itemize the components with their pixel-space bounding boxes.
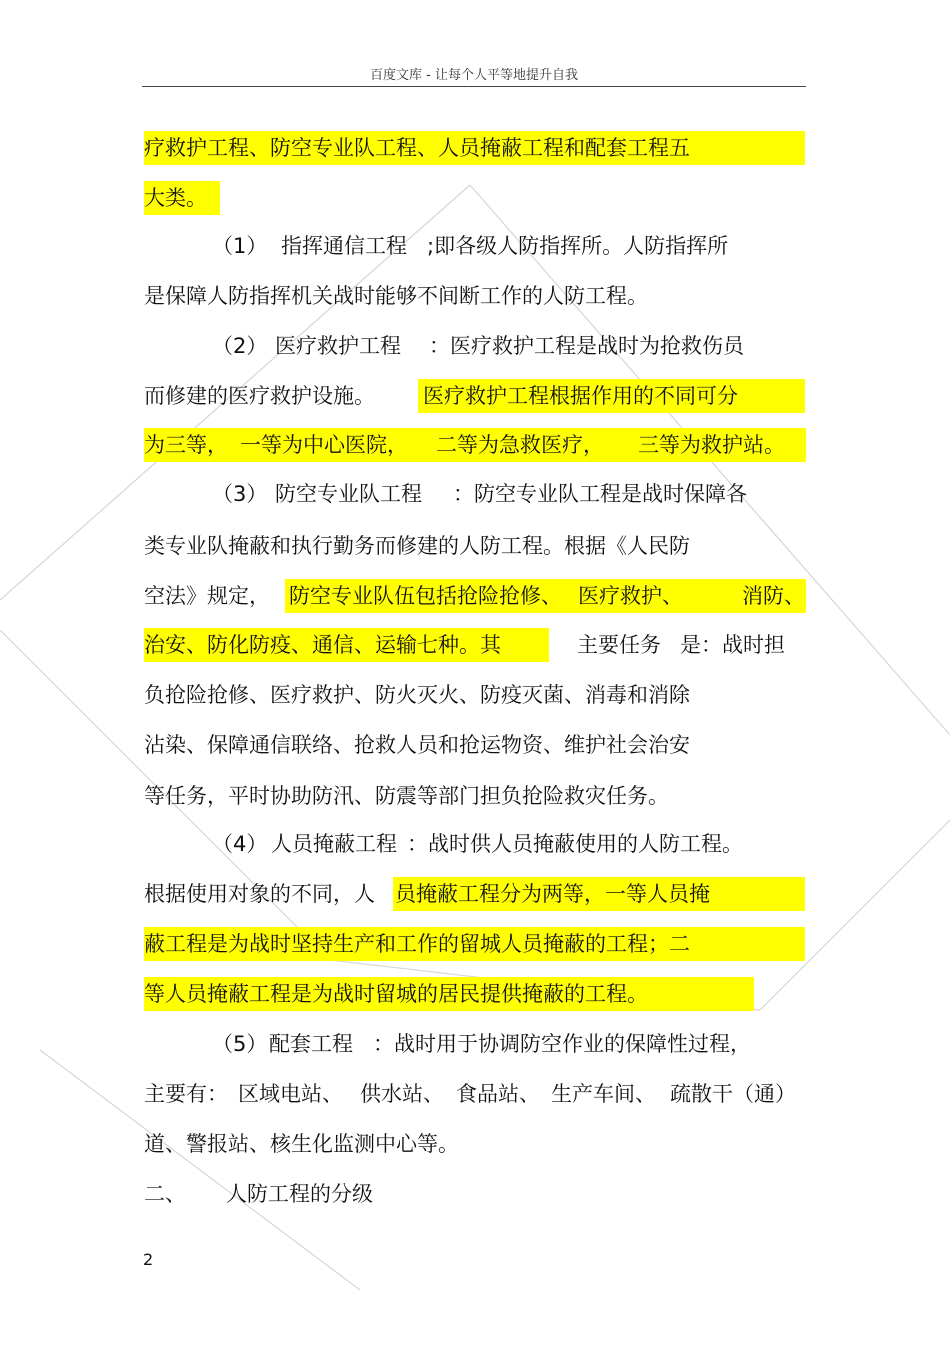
text-segment: 疏散干（通） — [670, 1082, 796, 1106]
text-segment: 根据使用对象的不同，人 — [144, 882, 375, 906]
text-line — [144, 477, 809, 511]
text-segment: 蔽工程是为战时坚持生产和工作的留城人员掩蔽的工程；二 — [144, 932, 690, 956]
text-segment: （1） — [212, 234, 268, 258]
text-segment: 消防、 — [742, 584, 805, 608]
text-segment: 而修建的医疗救护设施。 — [144, 384, 375, 408]
text-line — [144, 579, 809, 613]
text-segment: 是保障人防指挥机关战时能够不间断工作的人防工程。 — [144, 284, 648, 308]
text-segment: 是：战时担 — [680, 633, 785, 657]
text-segment: （5） — [212, 1032, 268, 1056]
text-line — [144, 877, 809, 911]
text-segment: ：防空专业队工程是战时保障各 — [453, 482, 747, 506]
text-line — [144, 329, 809, 363]
text-segment: 治安、防化防疫、通信、运输七种。其 — [144, 633, 501, 657]
text-segment: 三等为救护站。 — [638, 433, 785, 457]
text-line — [144, 678, 809, 712]
text-segment: （3） — [212, 482, 268, 506]
text-segment: 类专业队掩蔽和执行勤务而修建的人防工程。根据《人民防 — [144, 534, 690, 558]
text-segment: 防空专业队伍包括抢险抢修、 — [289, 584, 562, 608]
text-segment: 人员掩蔽工程 — [271, 832, 397, 856]
text-line — [144, 779, 809, 813]
text-line — [144, 927, 809, 961]
text-segment: 生产车间、 — [551, 1082, 656, 1106]
text-segment: 道、警报站、核生化监测中心等。 — [144, 1132, 459, 1156]
page-number: 2 — [143, 1250, 154, 1269]
text-segment: 人防工程的分级 — [226, 1182, 373, 1206]
text-segment: 医疗救护工程根据作用的不同可分 — [423, 384, 738, 408]
text-segment: 沾染、保障通信联络、抢救人员和抢运物资、维护社会治安 — [144, 733, 690, 757]
text-segment: 疗救护工程、防空专业队工程、人员掩蔽工程和配套工程五 — [144, 136, 690, 160]
text-segment: 负抢险抢修、医疗救护、防火灭火、防疫灭菌、消毒和消除 — [144, 683, 690, 707]
text-segment: 医疗救护工程 — [275, 334, 401, 358]
text-line — [144, 1177, 809, 1211]
text-line — [144, 529, 809, 563]
text-line — [144, 827, 809, 861]
text-segment: 二等为急救医疗， — [436, 433, 604, 457]
text-segment: 员掩蔽工程分为两等，一等人员掩 — [395, 882, 710, 906]
text-line — [144, 379, 809, 413]
text-segment: 一等为中心医院， — [240, 433, 408, 457]
text-line — [144, 728, 809, 762]
text-segment: 主要有： — [144, 1082, 228, 1106]
text-segment: ：战时用于协调防空作业的保障性过程， — [373, 1032, 751, 1056]
text-line — [144, 628, 809, 662]
text-line — [144, 279, 809, 313]
page-header: 百度文库 - 让每个人平等地提升自我 — [370, 68, 578, 83]
text-segment: ;即各级人防指挥所。人防指挥所 — [427, 234, 729, 258]
text-segment: 等人员掩蔽工程是为战时留城的居民提供掩蔽的工程。 — [144, 982, 648, 1006]
text-segment: 配套工程 — [269, 1032, 353, 1056]
text-line — [144, 1077, 809, 1111]
text-line — [144, 1027, 809, 1061]
text-segment: 食品站、 — [456, 1082, 540, 1106]
text-line — [144, 1127, 809, 1161]
text-line — [144, 181, 809, 215]
text-segment: 大类。 — [144, 186, 207, 210]
text-segment: 防空专业队工程 — [275, 482, 422, 506]
text-segment: （2） — [212, 334, 268, 358]
text-segment: 指挥通信工程 — [281, 234, 407, 258]
text-line — [144, 428, 809, 462]
text-segment: 区域电站、 — [238, 1082, 343, 1106]
text-segment: 空法》规定， — [144, 584, 270, 608]
text-segment: ：医疗救护工程是战时为抢救伤员 — [429, 334, 744, 358]
text-segment: 主要任务 — [577, 633, 661, 657]
text-line — [144, 977, 809, 1011]
text-segment: （4） — [212, 832, 268, 856]
text-line — [144, 131, 809, 165]
text-segment: 为三等， — [144, 433, 228, 457]
text-segment: 二、 — [144, 1182, 186, 1206]
text-segment: 等任务，平时协助防汛、防震等部门担负抢险救灾任务。 — [144, 784, 669, 808]
text-segment: ：战时供人员掩蔽使用的人防工程。 — [407, 832, 743, 856]
text-segment: 医疗救护、 — [578, 584, 683, 608]
text-line — [144, 229, 809, 263]
header-rule — [142, 86, 806, 87]
text-segment: 供水站、 — [360, 1082, 444, 1106]
